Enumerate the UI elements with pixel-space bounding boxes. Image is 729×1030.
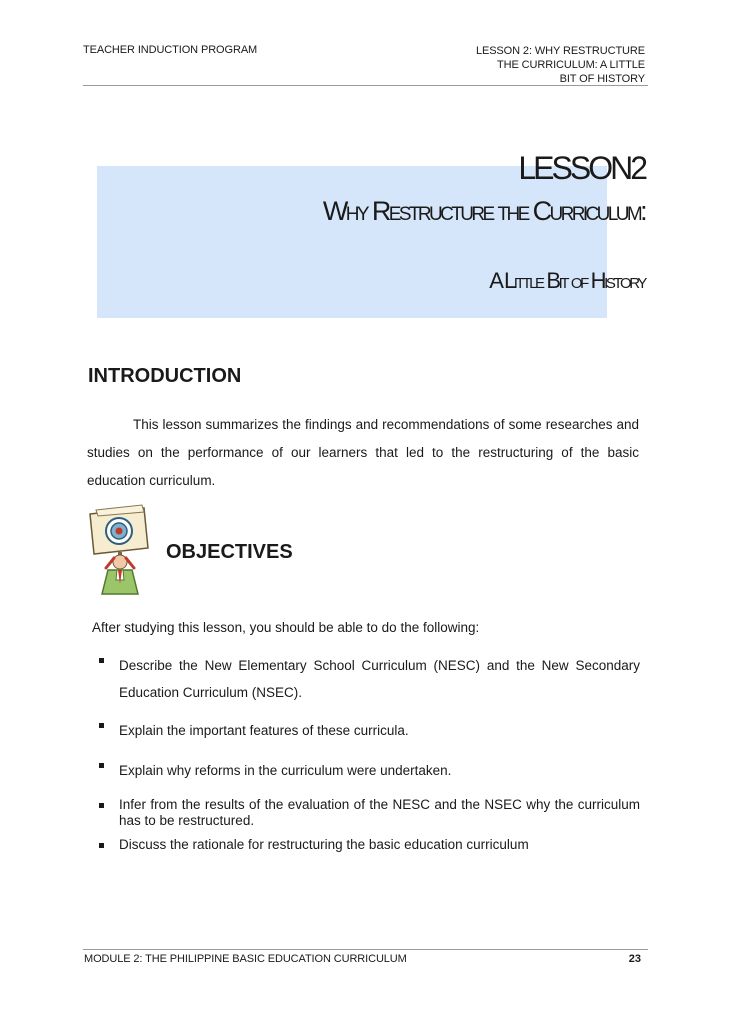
introduction-paragraph: This lesson summarizes the findings and recommendations of some researches and studies on the performance of our learners that led to the restructuring of the basic education curriculum. bbox=[87, 417, 639, 488]
list-item: Explain why reforms in the curriculum were undertaken. bbox=[96, 757, 640, 784]
list-item: Explain the important features of these curricula. bbox=[96, 717, 640, 744]
objectives-heading: OBJECTIVES bbox=[166, 541, 293, 563]
list-item: Infer from the results of the evaluation of the NESC and the NSEC why the curriculum has to be restructured. bbox=[96, 797, 640, 829]
objectives-list bbox=[96, 652, 640, 853]
list-item: Discuss the rationale for restructuring the basic education curriculum bbox=[96, 837, 640, 853]
lesson-title-line-1: Why Restructure the Curriculum: bbox=[322, 196, 645, 226]
objectives-lead: After studying this lesson, you should be able to do the following: bbox=[92, 620, 480, 635]
header-program-title: TEACHER INDUCTION PROGRAM bbox=[83, 44, 258, 56]
header-lesson-line-1: LESSON 2: WHY RESTRUCTURE bbox=[475, 45, 645, 57]
list-item: Describe the New Elementary School Curriculum (NESC) and the New Secondary Education Curriculum (NSEC). bbox=[96, 652, 640, 706]
header-lesson-line-3: BIT OF HISTORY bbox=[559, 73, 645, 85]
header-divider bbox=[83, 85, 648, 86]
footer-divider bbox=[83, 949, 648, 950]
header-lesson-line-2: THE CURRICULUM: A LITTLE bbox=[497, 59, 645, 71]
lesson-title-box bbox=[97, 166, 607, 318]
header-lesson-title bbox=[425, 44, 645, 86]
lesson-title-line-2: A Little Bit of History bbox=[489, 268, 645, 293]
lesson-number: LESSON2 bbox=[518, 150, 645, 186]
introduction-heading: INTRODUCTION bbox=[88, 365, 242, 387]
target-sign-figure-icon bbox=[84, 504, 156, 596]
page-number: 23 bbox=[628, 953, 641, 965]
footer-module-title: MODULE 2: THE PHILIPPINE BASIC EDUCATION CURRICULUM bbox=[84, 953, 407, 965]
